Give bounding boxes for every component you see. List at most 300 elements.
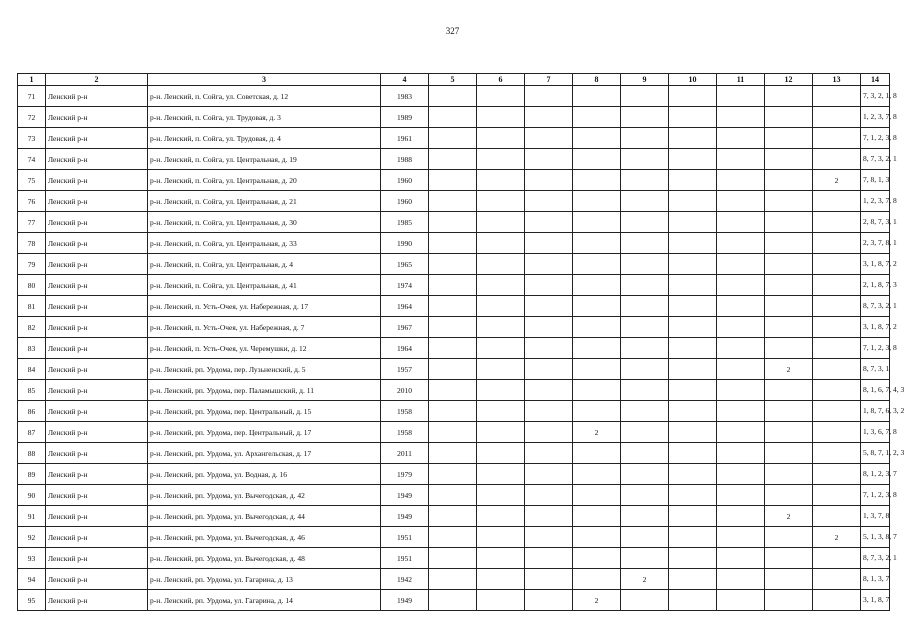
codes-cell: 8, 7, 3, 1 — [861, 359, 890, 380]
col13-cell — [813, 128, 861, 149]
col5-cell — [429, 569, 477, 590]
table-row — [18, 401, 890, 422]
row-number-cell: 94 — [18, 569, 46, 590]
column-header-14: 14 — [861, 74, 890, 86]
district-cell: Ленский р-н — [46, 338, 148, 359]
codes-cell: 7, 1, 2, 3, 8 — [861, 485, 890, 506]
col11-cell — [717, 506, 765, 527]
year-cell: 1958 — [381, 401, 429, 422]
col7-cell — [525, 233, 573, 254]
col9-cell — [621, 212, 669, 233]
col10-cell — [669, 296, 717, 317]
table-row — [18, 233, 890, 254]
col12-cell — [765, 317, 813, 338]
col7-cell — [525, 443, 573, 464]
col5-cell — [429, 317, 477, 338]
codes-cell: 1, 3, 7, 8 — [861, 506, 890, 527]
address-cell: р-н. Ленский, п. Сойга, ул. Советская, д. 12 — [148, 86, 381, 107]
year-cell: 1988 — [381, 149, 429, 170]
col7-cell — [525, 485, 573, 506]
col9-cell — [621, 191, 669, 212]
col6-cell — [477, 527, 525, 548]
table-row — [18, 527, 890, 548]
col13-cell — [813, 422, 861, 443]
col10-cell — [669, 170, 717, 191]
row-number-cell: 75 — [18, 170, 46, 191]
table-row — [18, 86, 890, 107]
col11-cell — [717, 590, 765, 611]
col12-cell — [765, 527, 813, 548]
col12-cell — [765, 569, 813, 590]
col8-cell — [573, 275, 621, 296]
col5-cell — [429, 296, 477, 317]
col7-cell — [525, 212, 573, 233]
col9-cell — [621, 548, 669, 569]
col13-cell — [813, 212, 861, 233]
address-cell: р-н. Ленский, рп. Урдома, ул. Гагарина, д. 14 — [148, 590, 381, 611]
col12-cell — [765, 548, 813, 569]
col13-cell — [813, 401, 861, 422]
col12-cell — [765, 338, 813, 359]
col12-cell — [765, 254, 813, 275]
district-cell: Ленский р-н — [46, 485, 148, 506]
col5-cell — [429, 422, 477, 443]
column-header-12: 12 — [765, 74, 813, 86]
col6-cell — [477, 485, 525, 506]
district-cell: Ленский р-н — [46, 422, 148, 443]
col6-cell — [477, 338, 525, 359]
table-row — [18, 569, 890, 590]
col8-cell — [573, 191, 621, 212]
col11-cell — [717, 296, 765, 317]
table-row — [18, 443, 890, 464]
year-cell: 1957 — [381, 359, 429, 380]
col8-cell — [573, 212, 621, 233]
col9-cell — [621, 527, 669, 548]
col8-cell — [573, 464, 621, 485]
col13-cell — [813, 548, 861, 569]
col13-cell — [813, 317, 861, 338]
col5-cell — [429, 107, 477, 128]
col7-cell — [525, 317, 573, 338]
table-row — [18, 212, 890, 233]
col5-cell — [429, 527, 477, 548]
year-cell: 1949 — [381, 506, 429, 527]
row-number-cell: 77 — [18, 212, 46, 233]
col6-cell — [477, 590, 525, 611]
codes-cell: 3, 1, 8, 7, 2 — [861, 254, 890, 275]
col11-cell — [717, 107, 765, 128]
row-number-cell: 92 — [18, 527, 46, 548]
col8-cell — [573, 338, 621, 359]
col12-cell — [765, 128, 813, 149]
year-cell: 1964 — [381, 296, 429, 317]
row-number-cell: 82 — [18, 317, 46, 338]
col9-cell — [621, 338, 669, 359]
codes-cell: 8, 1, 2, 3, 7 — [861, 464, 890, 485]
col10-cell — [669, 422, 717, 443]
col10-cell — [669, 359, 717, 380]
col7-cell — [525, 464, 573, 485]
col12-cell — [765, 170, 813, 191]
table-row — [18, 149, 890, 170]
year-cell: 1983 — [381, 86, 429, 107]
col7-cell — [525, 527, 573, 548]
col10-cell — [669, 275, 717, 296]
col7-cell — [525, 590, 573, 611]
address-cell: р-н. Ленский, рп. Урдома, ул. Архангельская, д. 17 — [148, 443, 381, 464]
row-number-cell: 91 — [18, 506, 46, 527]
col8-cell — [573, 233, 621, 254]
col10-cell — [669, 527, 717, 548]
table-row — [18, 296, 890, 317]
table-row — [18, 338, 890, 359]
col9-cell — [621, 590, 669, 611]
district-cell: Ленский р-н — [46, 401, 148, 422]
col11-cell — [717, 548, 765, 569]
col13-cell — [813, 485, 861, 506]
col5-cell — [429, 359, 477, 380]
row-number-cell: 85 — [18, 380, 46, 401]
col5-cell — [429, 590, 477, 611]
col12-cell — [765, 191, 813, 212]
col10-cell — [669, 317, 717, 338]
col7-cell — [525, 569, 573, 590]
col13-cell — [813, 107, 861, 128]
row-number-cell: 95 — [18, 590, 46, 611]
col11-cell — [717, 443, 765, 464]
row-number-cell: 73 — [18, 128, 46, 149]
col10-cell — [669, 401, 717, 422]
col6-cell — [477, 422, 525, 443]
district-cell: Ленский р-н — [46, 191, 148, 212]
col5-cell — [429, 548, 477, 569]
col8-cell — [573, 401, 621, 422]
year-cell: 1960 — [381, 191, 429, 212]
col12-cell — [765, 86, 813, 107]
col8-cell — [573, 380, 621, 401]
row-number-cell: 93 — [18, 548, 46, 569]
col6-cell — [477, 254, 525, 275]
col10-cell — [669, 107, 717, 128]
col12-cell — [765, 590, 813, 611]
year-cell: 2010 — [381, 380, 429, 401]
year-cell: 1949 — [381, 590, 429, 611]
table-row — [18, 170, 890, 191]
col9-cell — [621, 485, 669, 506]
col8-cell — [573, 527, 621, 548]
col13-cell — [813, 86, 861, 107]
col5-cell — [429, 275, 477, 296]
col5-cell — [429, 443, 477, 464]
district-cell: Ленский р-н — [46, 548, 148, 569]
row-number-cell: 81 — [18, 296, 46, 317]
col12-cell — [765, 380, 813, 401]
col7-cell — [525, 296, 573, 317]
col9-cell — [621, 170, 669, 191]
col5-cell — [429, 485, 477, 506]
row-number-cell: 88 — [18, 443, 46, 464]
codes-cell: 1, 3, 6, 7, 8 — [861, 422, 890, 443]
row-number-cell: 74 — [18, 149, 46, 170]
col9-cell — [621, 359, 669, 380]
row-number-cell: 84 — [18, 359, 46, 380]
col11-cell — [717, 170, 765, 191]
address-cell: р-н. Ленский, п. Сойга, ул. Центральная, д. 21 — [148, 191, 381, 212]
col8-cell — [573, 569, 621, 590]
row-number-cell: 71 — [18, 86, 46, 107]
district-cell: Ленский р-н — [46, 86, 148, 107]
col13-cell — [813, 464, 861, 485]
col6-cell — [477, 380, 525, 401]
row-number-cell: 76 — [18, 191, 46, 212]
year-cell: 1965 — [381, 254, 429, 275]
col11-cell — [717, 527, 765, 548]
col11-cell — [717, 191, 765, 212]
col8-cell — [573, 86, 621, 107]
col7-cell — [525, 275, 573, 296]
col11-cell — [717, 149, 765, 170]
col10-cell — [669, 443, 717, 464]
col12-cell — [765, 464, 813, 485]
codes-cell: 5, 8, 7, 1, 2, 3 — [861, 443, 890, 464]
col10-cell — [669, 86, 717, 107]
table-row — [18, 317, 890, 338]
col11-cell — [717, 401, 765, 422]
col13-cell — [813, 380, 861, 401]
row-number-cell: 83 — [18, 338, 46, 359]
col8-cell — [573, 548, 621, 569]
district-cell: Ленский р-н — [46, 590, 148, 611]
year-cell: 1967 — [381, 317, 429, 338]
row-number-cell: 90 — [18, 485, 46, 506]
col11-cell — [717, 380, 765, 401]
col6-cell — [477, 212, 525, 233]
district-cell: Ленский р-н — [46, 149, 148, 170]
year-cell: 1979 — [381, 464, 429, 485]
col12-cell — [765, 296, 813, 317]
col6-cell — [477, 359, 525, 380]
col5-cell — [429, 254, 477, 275]
col10-cell — [669, 191, 717, 212]
col10-cell — [669, 569, 717, 590]
col13-cell — [813, 296, 861, 317]
district-cell: Ленский р-н — [46, 254, 148, 275]
col5-cell — [429, 380, 477, 401]
row-number-cell: 72 — [18, 107, 46, 128]
row-number-cell: 86 — [18, 401, 46, 422]
district-cell: Ленский р-н — [46, 317, 148, 338]
col6-cell — [477, 149, 525, 170]
col13-cell — [813, 590, 861, 611]
col7-cell — [525, 254, 573, 275]
column-header-6: 6 — [477, 74, 525, 86]
district-cell: Ленский р-н — [46, 296, 148, 317]
col5-cell — [429, 401, 477, 422]
col7-cell — [525, 128, 573, 149]
address-cell: р-н. Ленский, рп. Урдома, ул. Вычегодская, д. 48 — [148, 548, 381, 569]
col11-cell — [717, 317, 765, 338]
col6-cell — [477, 401, 525, 422]
col13-cell — [813, 149, 861, 170]
col8-cell: 2 — [573, 590, 621, 611]
address-cell: р-н. Ленский, п. Усть-Очея, ул. Черемушки, д. 12 — [148, 338, 381, 359]
year-cell: 1958 — [381, 422, 429, 443]
year-cell: 1961 — [381, 128, 429, 149]
col9-cell — [621, 107, 669, 128]
col11-cell — [717, 359, 765, 380]
address-cell: р-н. Ленский, рп. Урдома, ул. Гагарина, д. 13 — [148, 569, 381, 590]
col10-cell — [669, 338, 717, 359]
codes-cell: 2, 8, 7, 3, 1 — [861, 212, 890, 233]
col11-cell — [717, 338, 765, 359]
col10-cell — [669, 149, 717, 170]
year-cell: 2011 — [381, 443, 429, 464]
col13-cell: 2 — [813, 527, 861, 548]
col11-cell — [717, 86, 765, 107]
column-header-5: 5 — [429, 74, 477, 86]
col6-cell — [477, 317, 525, 338]
col11-cell — [717, 254, 765, 275]
codes-cell: 8, 7, 3, 2, 1 — [861, 296, 890, 317]
column-header-10: 10 — [669, 74, 717, 86]
table-row — [18, 464, 890, 485]
col7-cell — [525, 338, 573, 359]
col10-cell — [669, 233, 717, 254]
col10-cell — [669, 254, 717, 275]
table-row — [18, 254, 890, 275]
col11-cell — [717, 485, 765, 506]
address-cell: р-н. Ленский, п. Сойга, ул. Центральная, д. 30 — [148, 212, 381, 233]
table-body — [18, 86, 905, 611]
col5-cell — [429, 464, 477, 485]
col7-cell — [525, 86, 573, 107]
col11-cell — [717, 233, 765, 254]
codes-cell: 1, 8, 7, 6, 3, 2 — [861, 401, 890, 422]
col8-cell — [573, 128, 621, 149]
col10-cell — [669, 212, 717, 233]
district-cell: Ленский р-н — [46, 359, 148, 380]
col5-cell — [429, 233, 477, 254]
table-row — [18, 548, 890, 569]
col6-cell — [477, 107, 525, 128]
col12-cell — [765, 212, 813, 233]
col8-cell: 2 — [573, 422, 621, 443]
col11-cell — [717, 569, 765, 590]
address-cell: р-н. Ленский, п. Сойга, ул. Центральная, д. 33 — [148, 233, 381, 254]
col6-cell — [477, 464, 525, 485]
year-cell: 1989 — [381, 107, 429, 128]
col9-cell — [621, 380, 669, 401]
year-cell: 1949 — [381, 485, 429, 506]
col6-cell — [477, 506, 525, 527]
col7-cell — [525, 107, 573, 128]
col8-cell — [573, 359, 621, 380]
col8-cell — [573, 443, 621, 464]
col6-cell — [477, 569, 525, 590]
col10-cell — [669, 380, 717, 401]
table-row — [18, 128, 890, 149]
col8-cell — [573, 317, 621, 338]
codes-cell: 5, 1, 3, 8, 7 — [861, 527, 890, 548]
codes-cell: 7, 1, 2, 3, 8 — [861, 128, 890, 149]
table-row — [18, 275, 890, 296]
header-row — [18, 74, 890, 86]
col7-cell — [525, 548, 573, 569]
col9-cell — [621, 443, 669, 464]
address-cell: р-н. Ленский, п. Сойга, ул. Трудовая, д. 3 — [148, 107, 381, 128]
col7-cell — [525, 401, 573, 422]
col13-cell — [813, 338, 861, 359]
col13-cell — [813, 233, 861, 254]
col10-cell — [669, 128, 717, 149]
col7-cell — [525, 506, 573, 527]
col9-cell — [621, 233, 669, 254]
col12-cell — [765, 401, 813, 422]
col9-cell — [621, 296, 669, 317]
address-cell: р-н. Ленский, п. Сойга, ул. Трудовая, д. 4 — [148, 128, 381, 149]
column-header-1: 1 — [18, 74, 46, 86]
district-cell: Ленский р-н — [46, 569, 148, 590]
year-cell: 1942 — [381, 569, 429, 590]
row-number-cell: 89 — [18, 464, 46, 485]
column-header-2: 2 — [46, 74, 148, 86]
table-row — [18, 506, 890, 527]
col5-cell — [429, 170, 477, 191]
col13-cell — [813, 506, 861, 527]
address-cell: р-н. Ленский, рп. Урдома, ул. Вычегодская, д. 42 — [148, 485, 381, 506]
col9-cell — [621, 401, 669, 422]
district-cell: Ленский р-н — [46, 128, 148, 149]
col6-cell — [477, 128, 525, 149]
codes-cell: 7, 8, 1, 3 — [861, 170, 890, 191]
col12-cell — [765, 485, 813, 506]
col8-cell — [573, 506, 621, 527]
col6-cell — [477, 86, 525, 107]
col11-cell — [717, 422, 765, 443]
address-cell: р-н. Ленский, п. Сойга, ул. Центральная, д. 41 — [148, 275, 381, 296]
district-cell: Ленский р-н — [46, 107, 148, 128]
column-header-3: 3 — [148, 74, 381, 86]
col12-cell — [765, 107, 813, 128]
col9-cell: 2 — [621, 569, 669, 590]
address-cell: р-н. Ленский, п. Сойга, ул. Центральная, д. 4 — [148, 254, 381, 275]
col6-cell — [477, 191, 525, 212]
table-row — [18, 359, 890, 380]
table-row — [18, 422, 890, 443]
col8-cell — [573, 254, 621, 275]
row-number-cell: 79 — [18, 254, 46, 275]
col5-cell — [429, 338, 477, 359]
col13-cell — [813, 254, 861, 275]
col12-cell — [765, 422, 813, 443]
district-cell: Ленский р-н — [46, 380, 148, 401]
year-cell: 1990 — [381, 233, 429, 254]
table-row — [18, 590, 890, 611]
col13-cell — [813, 359, 861, 380]
col9-cell — [621, 422, 669, 443]
column-header-13: 13 — [813, 74, 861, 86]
table-row — [18, 380, 890, 401]
col12-cell — [765, 443, 813, 464]
codes-cell: 1, 2, 3, 7, 8 — [861, 191, 890, 212]
table-row — [18, 107, 890, 128]
address-cell: р-н. Ленский, рп. Урдома, пер. Центральный, д. 17 — [148, 422, 381, 443]
year-cell: 1951 — [381, 527, 429, 548]
row-number-cell: 87 — [18, 422, 46, 443]
col13-cell — [813, 569, 861, 590]
col7-cell — [525, 380, 573, 401]
